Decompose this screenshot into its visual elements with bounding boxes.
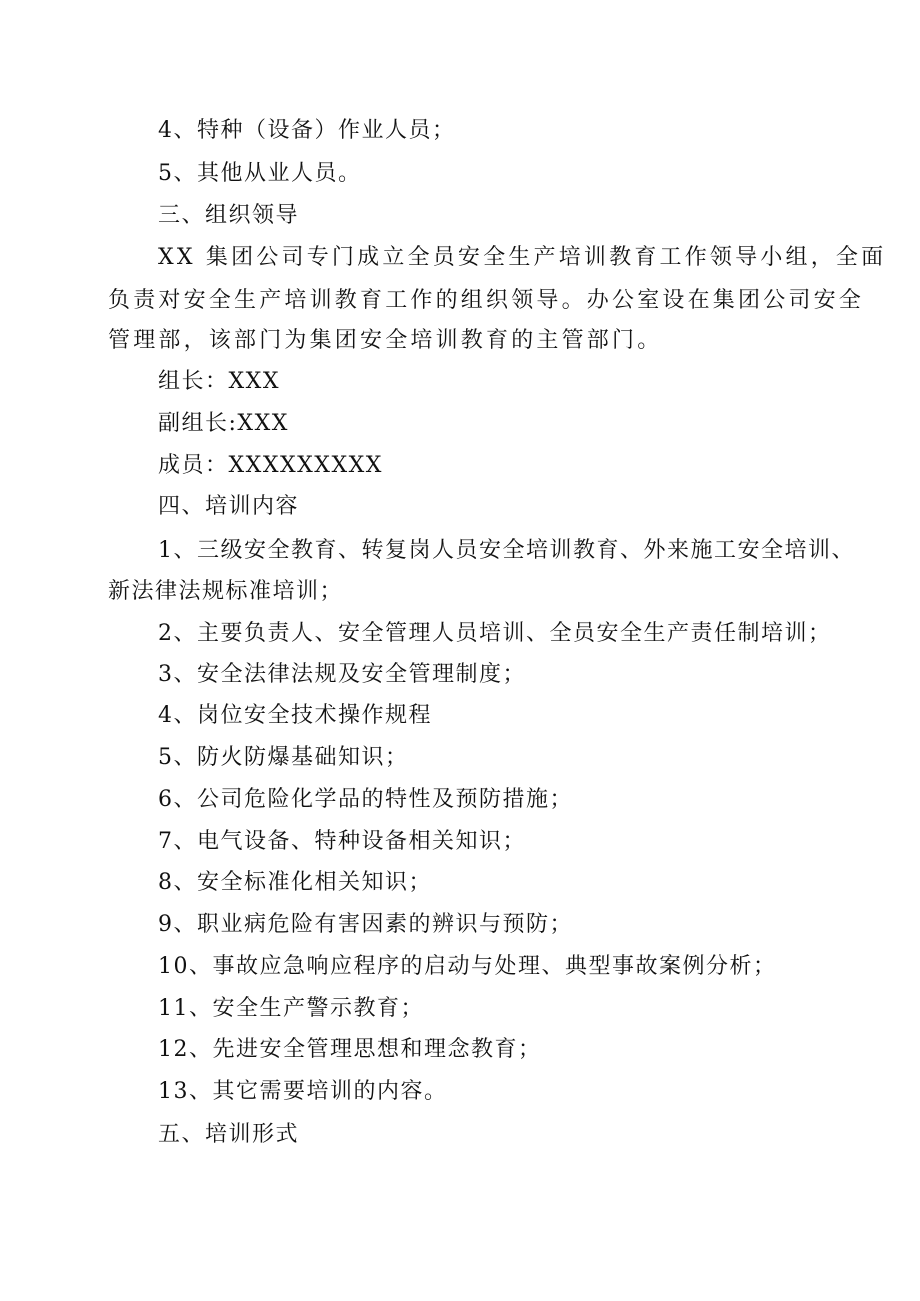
section-heading: 三、组织领导 (158, 203, 300, 228)
paragraph-line: 6、公司危险化学品的特性及预防措施； (158, 787, 573, 812)
paragraph-line: 11、安全生产警示教育； (158, 996, 424, 1021)
paragraph-line: 10、事故应急响应程序的启动与处理、典型事故案例分析； (158, 954, 777, 979)
section-heading: 五、培训形式 (158, 1122, 300, 1147)
paragraph-line: 5、防火防爆基础知识； (158, 745, 409, 770)
paragraph-line: 4、特种（设备）作业人员； (158, 118, 456, 143)
paragraph-line: 管理部，该部门为集团安全培训教育的主管部门。 (108, 328, 663, 353)
paragraph-line: 13、其它需要培训的内容。 (158, 1079, 448, 1104)
paragraph-line: 12、先进安全管理思想和理念教育； (158, 1037, 542, 1062)
paragraph-line: 4、岗位安全技术操作规程 (158, 703, 432, 728)
paragraph-line: 7、电气设备、特种设备相关知识； (158, 829, 526, 854)
paragraph-line: 8、安全标准化相关知识； (158, 870, 432, 895)
paragraph-line: 2、主要负责人、安全管理人员培训、全员安全生产责任制培训； (158, 621, 832, 646)
paragraph-line: 组长：XXX (158, 369, 280, 394)
paragraph-line: 新法律法规标准培训； (108, 579, 344, 604)
paragraph-line: 成员：XXXXXXXXX (158, 453, 383, 478)
section-heading: 四、培训内容 (158, 494, 300, 519)
paragraph-line: XX 集团公司专门成立全员安全生产培训教育工作领导小组，全面 (158, 245, 887, 270)
paragraph-line: 1、三级安全教育、转复岗人员安全培训教育、外来施工安全培训、 (158, 538, 855, 563)
paragraph-line: 5、其他从业人员。 (158, 161, 362, 186)
paragraph-line: 负责对安全生产培训教育工作的组织领导。办公室设在集团公司安全 (108, 288, 865, 313)
paragraph-line: 9、职业病危险有害因素的辨识与预防； (158, 912, 573, 937)
paragraph-line: 3、安全法律法规及安全管理制度； (158, 662, 526, 687)
paragraph-line: 副组长:XXX (158, 411, 289, 436)
